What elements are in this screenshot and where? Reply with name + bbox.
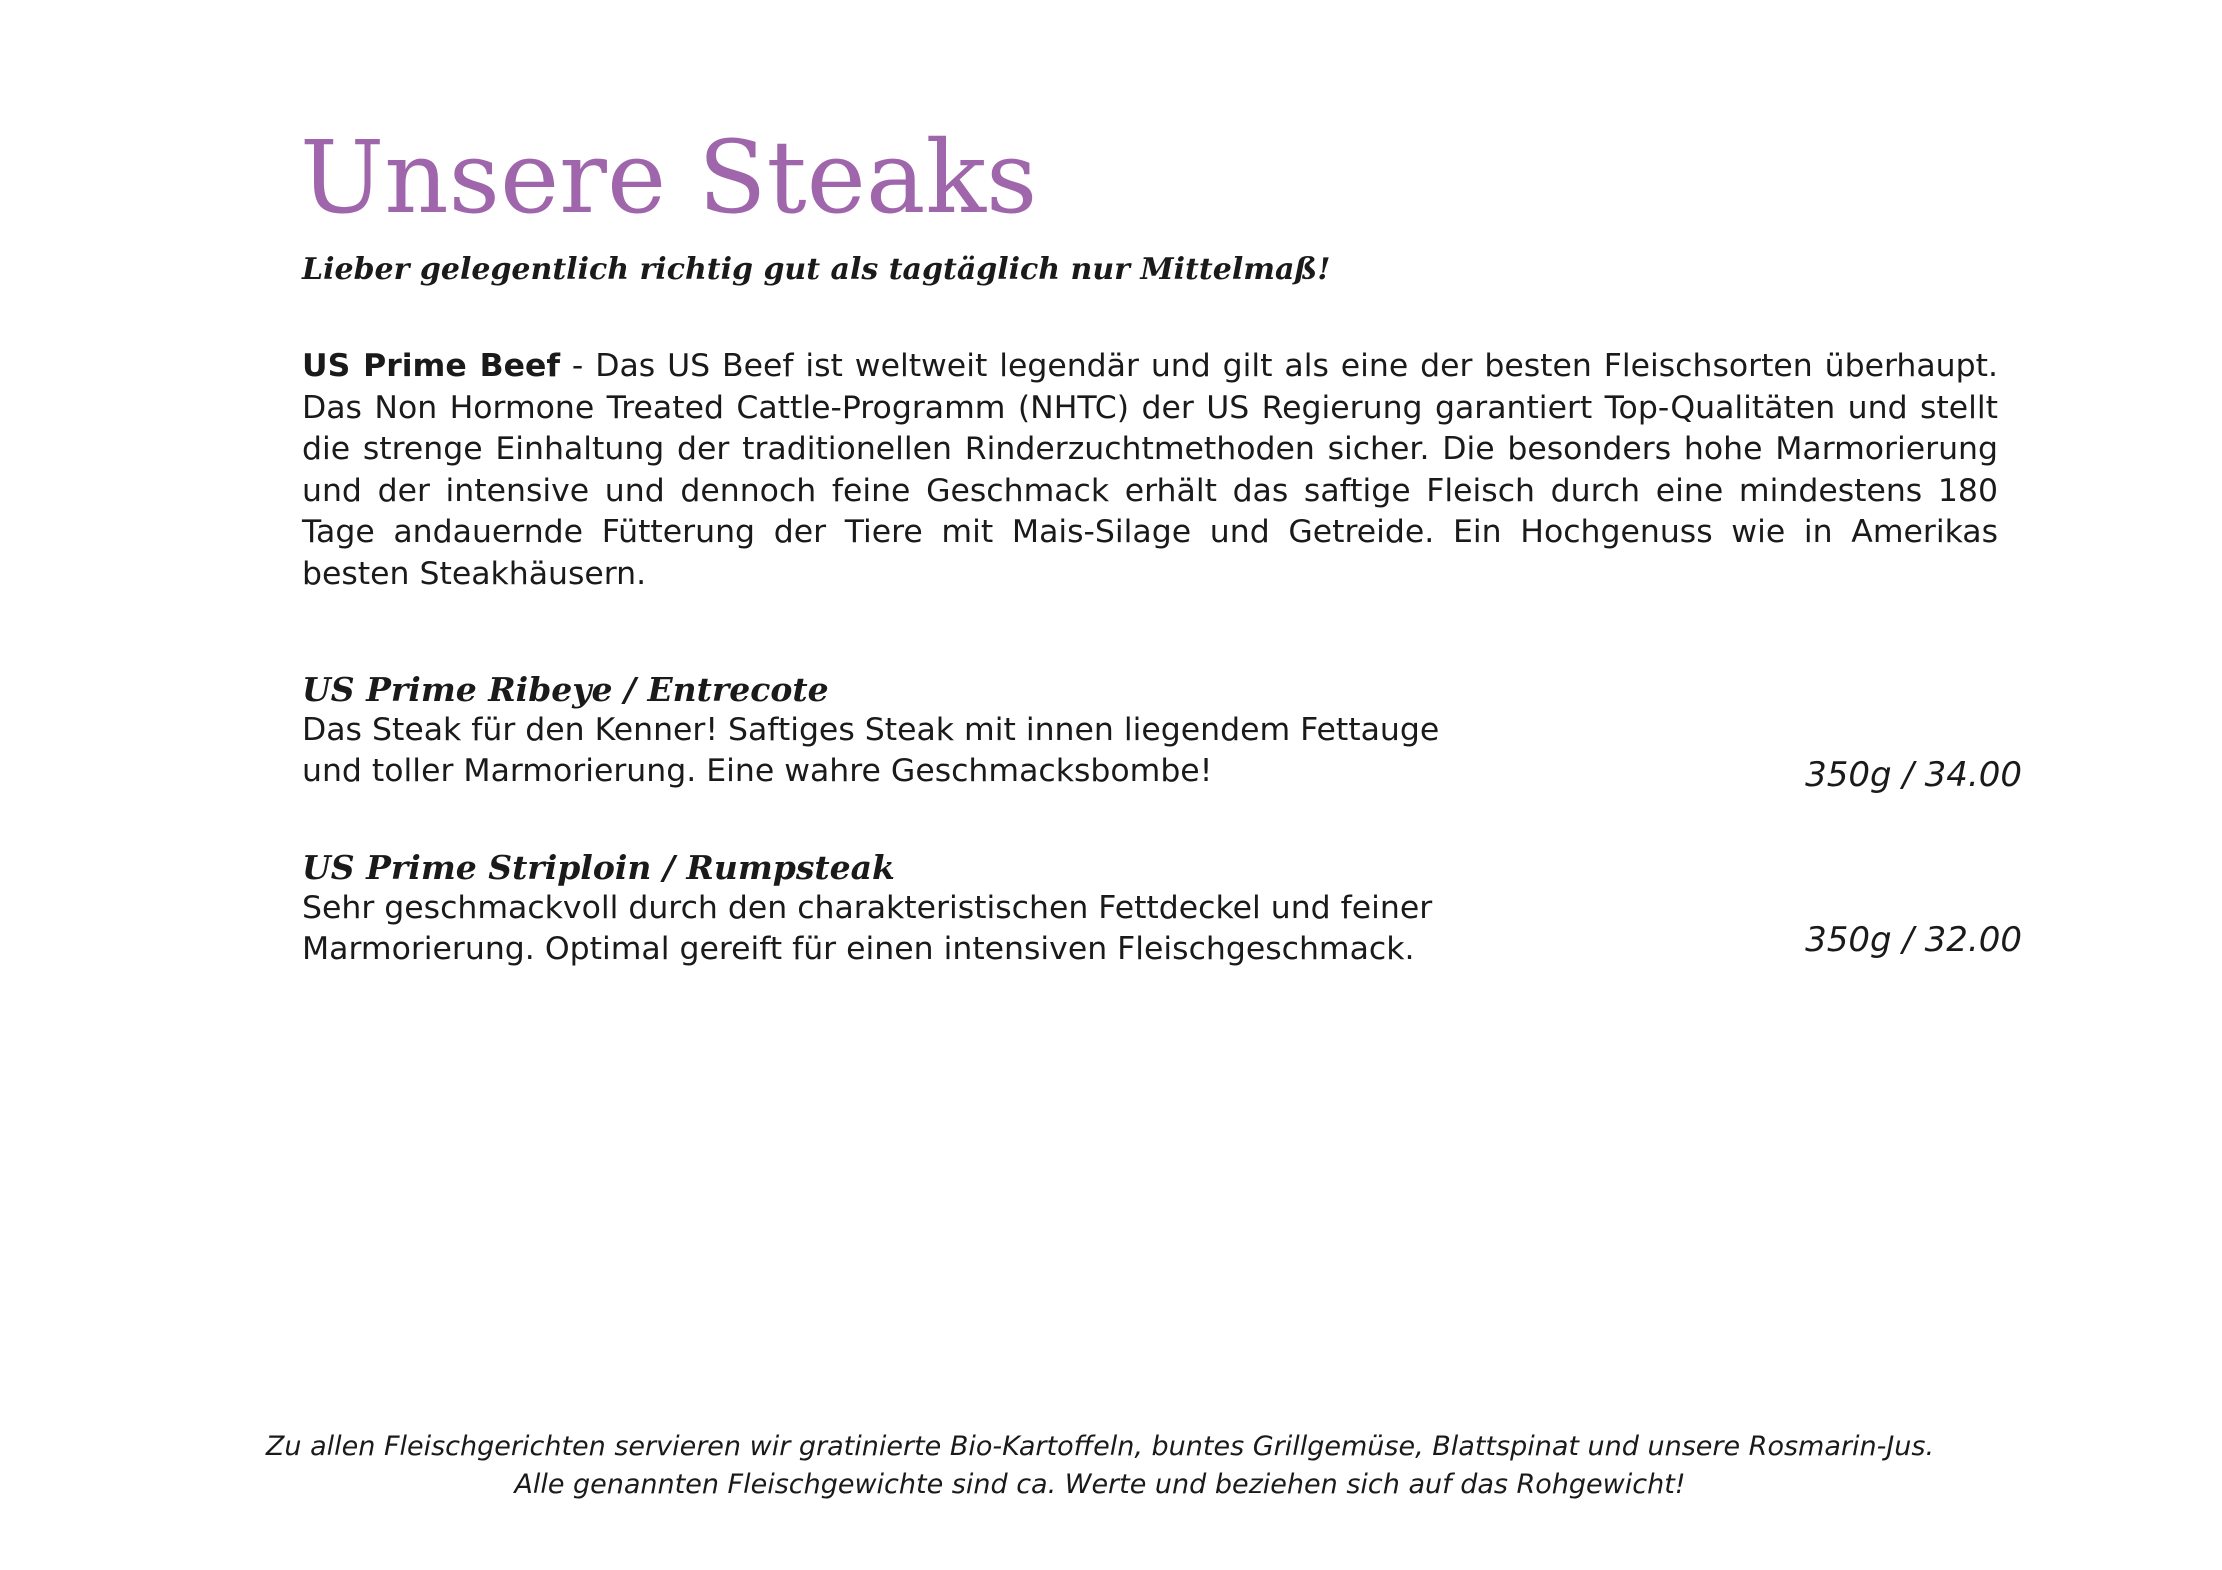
menu-item-description: [302, 888, 1602, 970]
footer-line: Zu allen Fleischgerichten servieren wir gratinierte Bio-Kartoffeln, buntes Grillgemüse, Blattspinat und unsere Rosmarin-Jus.: [265, 1431, 1935, 1462]
menu-item-name: US Prime Ribeye / Entrecote: [302, 670, 829, 709]
menu-item-description-line: Das Steak für den Kenner! Saftiges Steak mit innen liegendem Fettauge: [302, 712, 1440, 748]
menu-item-description-line: Marmorierung. Optimal gereift für einen intensiven Fleischgeschmack.: [302, 931, 1415, 967]
footer-line: Alle genannten Fleischgewichte sind ca. Werte und beziehen sich auf das Rohgewicht!: [514, 1469, 1686, 1500]
menu-item-ribeye: [302, 670, 2022, 795]
menu-item-striploin: [302, 848, 2022, 970]
page-title: Unsere Steaks: [300, 119, 1038, 236]
tagline: Lieber gelegentlich richtig gut als tagtäglich nur Mittelmaß!: [302, 252, 1331, 287]
menu-item-price: 350g / 32.00: [1805, 920, 2022, 960]
intro-text: - Das US Beef ist weltweit legendär und gilt als eine der besten Fleischsorten überhaupt. Das Non Hormone Treated Cattle-Programm (NHTC) der US Regierung garantiert Top-Qualitäten und stellt die strenge Einhaltung der traditionellen Rinderzuchtmethoden sicher. Die besonders hohe Marmorierung und der intensive und dennoch feine Geschmack erhält das saftige Fleisch durch eine mindestens 180 Tage andauernde Fütterung der Tiere mit Mais-Silage und Getreide. Ein Hochgenuss wie in Amerikas besten Steakhäusern.: [302, 348, 1999, 592]
menu-item-price: 350g / 34.00: [1805, 755, 2022, 795]
intro-paragraph: [302, 346, 1998, 595]
menu-item-name: US Prime Striploin / Rumpsteak: [302, 848, 895, 887]
menu-item-description: [302, 710, 1602, 792]
footer-note: [150, 1428, 2050, 1504]
menu-item-description-line: und toller Marmorierung. Eine wahre Geschmacksbombe!: [302, 753, 1213, 789]
menu-item-description-line: Sehr geschmackvoll durch den charakteristischen Fettdeckel und feiner: [302, 890, 1433, 926]
intro-lead: US Prime Beef: [302, 348, 561, 384]
